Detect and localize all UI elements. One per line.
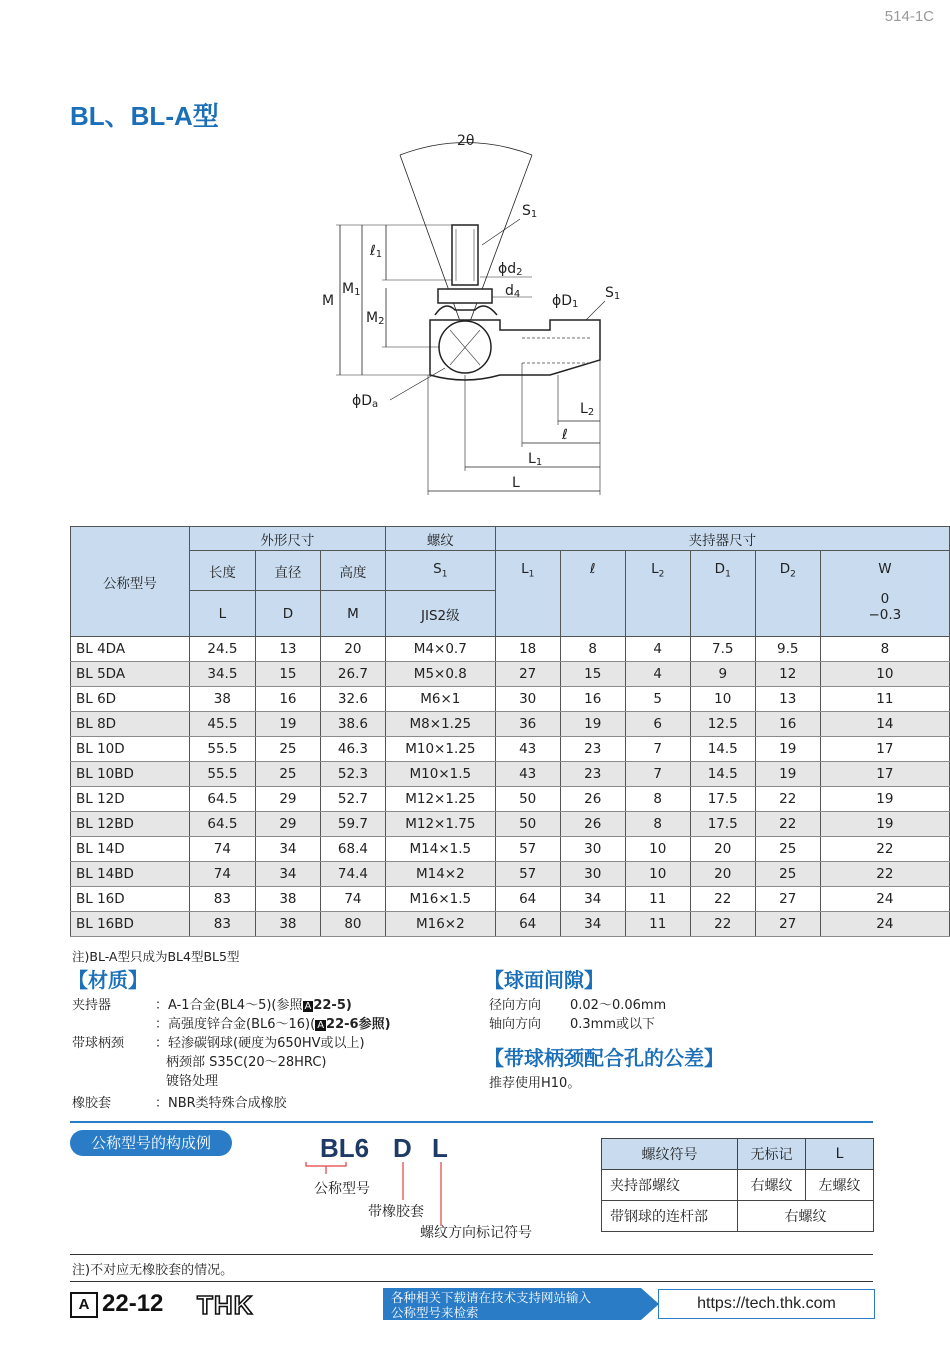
svg-text:ℓ1: ℓ1 xyxy=(370,243,383,260)
value-cell: 23 xyxy=(560,737,625,762)
radial-label: 径向方向 xyxy=(489,998,542,1013)
value-cell: 22 xyxy=(755,787,820,812)
th-ell: ℓ xyxy=(560,551,625,637)
value-cell: 7.5 xyxy=(690,637,755,662)
th-dia: 直径 xyxy=(255,551,320,591)
label-m2: M xyxy=(366,310,379,326)
value-cell: 25 xyxy=(755,862,820,887)
label-Da: ϕD xyxy=(352,393,373,409)
spec-table xyxy=(70,526,950,937)
value-cell: M10×1.25 xyxy=(385,737,495,762)
thread-r2-v: 右螺纹 xyxy=(738,1201,874,1232)
value-cell: M12×1.25 xyxy=(385,787,495,812)
th-outer: 外形尺寸 xyxy=(189,527,385,551)
value-cell: 52.7 xyxy=(320,787,385,812)
value-cell: 80 xyxy=(320,912,385,937)
th-W: W 0 −0.3 xyxy=(820,551,949,637)
value-cell: 64 xyxy=(495,912,560,937)
value-cell: 25 xyxy=(255,762,320,787)
ball-joint-drawing xyxy=(300,125,650,505)
label-l1: ℓ xyxy=(370,243,376,259)
value-cell: 17 xyxy=(820,762,949,787)
value-cell: 38.6 xyxy=(320,712,385,737)
support-url-link[interactable]: https://tech.thk.com xyxy=(658,1289,875,1319)
label-m: M xyxy=(322,293,335,309)
value-cell: 22 xyxy=(755,812,820,837)
value-cell: 64.5 xyxy=(189,812,255,837)
value-cell: 11 xyxy=(625,912,690,937)
tolerance-title: 【带球柄颈配合孔的公差】 xyxy=(484,1046,724,1070)
th-L1: $L_1$ xyxy=(495,551,560,637)
stud-value-2: 柄颈部 S35C(20～28HRC) xyxy=(166,1055,327,1070)
value-cell: M8×1.25 xyxy=(385,712,495,737)
table-row xyxy=(71,637,950,662)
angle-label: 2θ xyxy=(457,133,475,149)
table-row xyxy=(71,887,950,912)
value-cell: 8 xyxy=(625,787,690,812)
value-cell: 5 xyxy=(625,687,690,712)
th-L2: $L_2$ xyxy=(625,551,690,637)
table-row xyxy=(71,812,950,837)
value-cell: 15 xyxy=(255,662,320,687)
value-cell: 10 xyxy=(820,662,949,687)
value-cell: M10×1.5 xyxy=(385,762,495,787)
tolerance-text: 推荐使用H10。 xyxy=(489,1076,581,1091)
th-D2: $D_2$ xyxy=(755,551,820,637)
value-cell: 18 xyxy=(495,637,560,662)
value-cell: 17.5 xyxy=(690,787,755,812)
value-cell: 22 xyxy=(820,862,949,887)
thread-table xyxy=(601,1138,874,1232)
value-cell: 74.4 xyxy=(320,862,385,887)
value-cell: M16×1.5 xyxy=(385,887,495,912)
thread-r1-v2: 左螺纹 xyxy=(806,1170,874,1201)
value-cell: 8 xyxy=(560,637,625,662)
th-s1: $S_1$ xyxy=(385,551,495,591)
thread-r1-label: 夹持部螺纹 xyxy=(602,1170,738,1201)
value-cell: M12×1.75 xyxy=(385,812,495,837)
model-cell: BL 16D xyxy=(71,887,190,912)
rubber-value: ：NBR类特殊合成橡胶 xyxy=(155,1096,287,1111)
ball xyxy=(439,321,491,373)
value-cell: 23 xyxy=(560,762,625,787)
value-cell: 14 xyxy=(820,712,949,737)
spec-table-body xyxy=(71,637,950,937)
value-cell: 12.5 xyxy=(690,712,755,737)
value-cell: 16 xyxy=(560,687,625,712)
label-D1: ϕD xyxy=(552,293,573,309)
th-unit-jis: JIS2级 xyxy=(385,591,495,637)
table-row xyxy=(71,787,950,812)
label-m1: M xyxy=(342,281,355,297)
svg-text:L2: L2 xyxy=(580,401,595,418)
value-cell: 55.5 xyxy=(189,762,255,787)
divider-thin-2 xyxy=(70,1281,873,1282)
value-cell: M5×0.8 xyxy=(385,662,495,687)
value-cell: 46.3 xyxy=(320,737,385,762)
value-cell: 32.6 xyxy=(320,687,385,712)
value-cell: 15 xyxy=(560,662,625,687)
model-cell: BL 14D xyxy=(71,837,190,862)
value-cell: 13 xyxy=(755,687,820,712)
table-row xyxy=(71,712,950,737)
value-cell: 30 xyxy=(560,862,625,887)
value-cell: 25 xyxy=(255,737,320,762)
value-cell: 8 xyxy=(625,812,690,837)
model-example-pill: 公称型号的构成例 xyxy=(70,1130,232,1156)
value-cell: 7 xyxy=(625,737,690,762)
model-cell: BL 6D xyxy=(71,687,190,712)
value-cell: M6×1 xyxy=(385,687,495,712)
table-row xyxy=(71,737,950,762)
holder-value-1: ：A-1合金(BL4～5)(参照 A 22-5) xyxy=(155,998,352,1013)
value-cell: 22 xyxy=(690,912,755,937)
value-cell: 74 xyxy=(189,862,255,887)
value-cell: 34 xyxy=(560,912,625,937)
label-L2: L xyxy=(580,401,588,417)
svg-text:d4: d4 xyxy=(505,283,521,300)
table-row xyxy=(71,762,950,787)
value-cell: 57 xyxy=(495,862,560,887)
value-cell: M16×2 xyxy=(385,912,495,937)
th-holder: 夹持器尺寸 xyxy=(495,527,949,551)
value-cell: 68.4 xyxy=(320,837,385,862)
label-s1-right: S xyxy=(605,285,614,301)
value-cell: 22 xyxy=(820,837,949,862)
th-unit-L: L xyxy=(189,591,255,637)
value-cell: 24.5 xyxy=(189,637,255,662)
radial-value: 0.02～0.06mm xyxy=(570,998,667,1013)
value-cell: 19 xyxy=(755,762,820,787)
value-cell: 59.7 xyxy=(320,812,385,837)
value-cell: 8 xyxy=(820,637,949,662)
thread-h2: 无标记 xyxy=(738,1139,806,1170)
value-cell: 74 xyxy=(189,837,255,862)
value-cell: 34 xyxy=(560,887,625,912)
table-row xyxy=(71,912,950,937)
value-cell: 19 xyxy=(755,737,820,762)
value-cell: 24 xyxy=(820,912,949,937)
th-D1: $D_1$ xyxy=(690,551,755,637)
model-cell: BL 8D xyxy=(71,712,190,737)
value-cell: 9.5 xyxy=(755,637,820,662)
value-cell: M14×1.5 xyxy=(385,837,495,862)
value-cell: 14.5 xyxy=(690,737,755,762)
value-cell: 64 xyxy=(495,887,560,912)
hex-nut xyxy=(438,289,492,303)
value-cell: 29 xyxy=(255,812,320,837)
divider-line xyxy=(70,1121,873,1123)
label-model: 公称型号 xyxy=(314,1181,370,1197)
value-cell: 38 xyxy=(255,887,320,912)
holder-label: 夹持器 xyxy=(72,998,112,1013)
value-cell: M4×0.7 xyxy=(385,637,495,662)
value-cell: 29 xyxy=(255,787,320,812)
table-row xyxy=(71,662,950,687)
value-cell: 4 xyxy=(625,637,690,662)
rubber-boot xyxy=(435,306,497,315)
th-unit-D: D xyxy=(255,591,320,637)
value-cell: 19 xyxy=(820,787,949,812)
th-length: 长度 xyxy=(189,551,255,591)
label-d2: ϕd xyxy=(498,261,517,277)
axial-label: 轴向方向 xyxy=(489,1017,542,1032)
label-rubber: 带橡胶套 xyxy=(368,1204,424,1220)
label-d4: d xyxy=(505,283,514,299)
value-cell: 13 xyxy=(255,637,320,662)
svg-text:M2: M2 xyxy=(366,310,385,327)
thread-h3: L xyxy=(806,1139,874,1170)
value-cell: 27 xyxy=(495,662,560,687)
th-thread: 螺纹 xyxy=(385,527,495,551)
th-unit-M: M xyxy=(320,591,385,637)
value-cell: 17.5 xyxy=(690,812,755,837)
value-cell: 19 xyxy=(560,712,625,737)
value-cell: 74 xyxy=(320,887,385,912)
svg-text:S1: S1 xyxy=(605,285,621,302)
model-cell: BL 16BD xyxy=(71,912,190,937)
code-main: BL6 xyxy=(320,1133,370,1163)
value-cell: 12 xyxy=(755,662,820,687)
value-cell: 43 xyxy=(495,737,560,762)
value-cell: 83 xyxy=(189,912,255,937)
model-cell: BL 5DA xyxy=(71,662,190,687)
value-cell: 34 xyxy=(255,862,320,887)
value-cell: 83 xyxy=(189,887,255,912)
svg-text:L1: L1 xyxy=(528,451,543,468)
rubber-label: 橡胶套 xyxy=(72,1096,112,1111)
value-cell: 38 xyxy=(255,912,320,937)
value-cell: M14×2 xyxy=(385,862,495,887)
label-ell: ℓ xyxy=(562,427,568,443)
value-cell: 11 xyxy=(820,687,949,712)
label-L1: L xyxy=(528,451,536,467)
model-cell: BL 14BD xyxy=(71,862,190,887)
value-cell: 26 xyxy=(560,787,625,812)
value-cell: 7 xyxy=(625,762,690,787)
model-cell: BL 10BD xyxy=(71,762,190,787)
svg-text:ϕDa: ϕDa xyxy=(352,393,379,410)
svg-text:ϕd2: ϕd2 xyxy=(498,261,523,278)
value-cell: 19 xyxy=(820,812,949,837)
label-s1-top: S xyxy=(522,203,531,219)
note-rubber: 注)不对应无橡胶套的情况。 xyxy=(72,1263,234,1278)
value-cell: 20 xyxy=(690,862,755,887)
holder-value-2: ：高强度锌合金(BL6～16)( A 22-6参照) xyxy=(155,1017,391,1032)
page-number: A 22-12 xyxy=(70,1290,163,1318)
value-cell: 55.5 xyxy=(189,737,255,762)
thk-logo: THK xyxy=(197,1290,254,1320)
value-cell: 30 xyxy=(495,687,560,712)
material-section xyxy=(0,996,480,1116)
page-code: 514-1C xyxy=(884,8,934,25)
table-row xyxy=(71,862,950,887)
value-cell: 17 xyxy=(820,737,949,762)
stud-value-3: 镀铬处理 xyxy=(166,1074,219,1089)
value-cell: 45.5 xyxy=(189,712,255,737)
value-cell: 27 xyxy=(755,912,820,937)
value-cell: 16 xyxy=(255,687,320,712)
axial-value: 0.3mm或以下 xyxy=(570,1017,656,1032)
label-L: L xyxy=(512,475,520,491)
value-cell: 19 xyxy=(255,712,320,737)
page-title: BL、BL-A型 xyxy=(70,101,219,131)
value-cell: 43 xyxy=(495,762,560,787)
value-cell: 36 xyxy=(495,712,560,737)
code-d: D xyxy=(393,1133,412,1163)
value-cell: 22 xyxy=(690,887,755,912)
value-cell: 11 xyxy=(625,887,690,912)
th-height: 高度 xyxy=(320,551,385,591)
svg-text:S1: S1 xyxy=(522,203,538,220)
value-cell: 6 xyxy=(625,712,690,737)
value-cell: 20 xyxy=(690,837,755,862)
value-cell: 10 xyxy=(625,862,690,887)
stud-value-1: ：轻渗碳钢球(硬度为650HV或以上) xyxy=(155,1036,365,1051)
download-banner: 各种相关下载请在技术支持网站输入 公称型号来检索 xyxy=(383,1288,641,1320)
svg-text:M1: M1 xyxy=(342,281,361,298)
value-cell: 52.3 xyxy=(320,762,385,787)
value-cell: 34 xyxy=(255,837,320,862)
value-cell: 26 xyxy=(560,812,625,837)
value-cell: 14.5 xyxy=(690,762,755,787)
value-cell: 9 xyxy=(690,662,755,687)
thread-r2-label: 带钢球的连杆部 xyxy=(602,1201,738,1232)
value-cell: 57 xyxy=(495,837,560,862)
note-bla: 注)BL-A型只成为BL4型BL5型 xyxy=(72,949,240,964)
value-cell: 10 xyxy=(625,837,690,862)
divider-thin xyxy=(70,1254,873,1255)
clearance-title: 【球面间隙】 xyxy=(484,968,604,992)
value-cell: 38 xyxy=(189,687,255,712)
th-model: 公称型号 xyxy=(71,527,190,637)
stud-label: 带球柄颈 xyxy=(72,1036,125,1051)
value-cell: 16 xyxy=(755,712,820,737)
value-cell: 4 xyxy=(625,662,690,687)
value-cell: 25 xyxy=(755,837,820,862)
value-cell: 20 xyxy=(320,637,385,662)
value-cell: 24 xyxy=(820,887,949,912)
model-cell: BL 4DA xyxy=(71,637,190,662)
model-cell: BL 12D xyxy=(71,787,190,812)
value-cell: 50 xyxy=(495,787,560,812)
value-cell: 34.5 xyxy=(189,662,255,687)
label-thread-dir: 螺纹方向标记符号 xyxy=(420,1225,532,1241)
value-cell: 64.5 xyxy=(189,787,255,812)
thread-h1: 螺纹符号 xyxy=(602,1139,738,1170)
material-title: 【材质】 xyxy=(68,968,148,992)
svg-text:ϕD1: ϕD1 xyxy=(552,293,579,310)
value-cell: 30 xyxy=(560,837,625,862)
value-cell: 26.7 xyxy=(320,662,385,687)
table-row xyxy=(71,837,950,862)
model-cell: BL 12BD xyxy=(71,812,190,837)
thread-r1-v1: 右螺纹 xyxy=(738,1170,806,1201)
value-cell: 10 xyxy=(690,687,755,712)
table-row xyxy=(71,687,950,712)
model-cell: BL 10D xyxy=(71,737,190,762)
code-l: L xyxy=(432,1133,448,1163)
value-cell: 27 xyxy=(755,887,820,912)
value-cell: 50 xyxy=(495,812,560,837)
